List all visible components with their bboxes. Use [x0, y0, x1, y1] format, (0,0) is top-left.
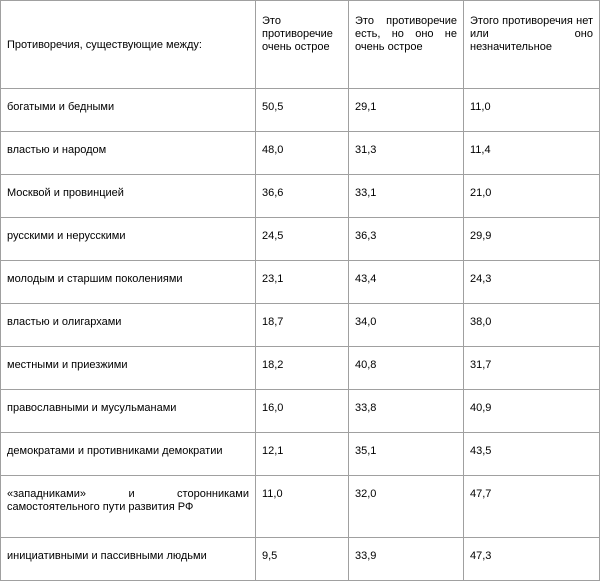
header-not-very-acute: Это противоречие есть, но оно не очень острое: [349, 1, 464, 89]
value-not-very-acute: 33,8: [349, 390, 464, 433]
value-not-very-acute: 35,1: [349, 433, 464, 476]
value-not-very-acute: 43,4: [349, 261, 464, 304]
header-none-or-insignificant: Этого противоречия нет или оно незначительное: [464, 1, 600, 89]
row-label: инициативными и пассивными людьми: [1, 538, 256, 581]
table-row: [1, 476, 600, 538]
value-very-acute: 12,1: [256, 433, 349, 476]
value-very-acute: 50,5: [256, 89, 349, 132]
value-none: 29,9: [464, 218, 600, 261]
value-very-acute: 11,0: [256, 476, 349, 538]
value-very-acute: 36,6: [256, 175, 349, 218]
table-row: [1, 347, 600, 390]
row-label: православными и мусульманами: [1, 390, 256, 433]
value-not-very-acute: 36,3: [349, 218, 464, 261]
row-label: Москвой и провинцией: [1, 175, 256, 218]
value-none: 43,5: [464, 433, 600, 476]
value-none: 31,7: [464, 347, 600, 390]
table-row: [1, 538, 600, 581]
row-label: «западниками» и сторонниками самостоятельного пути развития РФ: [1, 476, 256, 538]
value-very-acute: 18,7: [256, 304, 349, 347]
value-none: 21,0: [464, 175, 600, 218]
row-label: демократами и противниками демократии: [1, 433, 256, 476]
row-label: богатыми и бедными: [1, 89, 256, 132]
value-not-very-acute: 31,3: [349, 132, 464, 175]
row-label: молодым и старшим поколениями: [1, 261, 256, 304]
value-not-very-acute: 33,1: [349, 175, 464, 218]
table-header-row: [1, 1, 600, 89]
header-contradictions: Противоречия, существующие между:: [1, 1, 256, 89]
row-label: властью и народом: [1, 132, 256, 175]
table-row: [1, 175, 600, 218]
table-row: [1, 304, 600, 347]
table-row: [1, 390, 600, 433]
table-row: [1, 218, 600, 261]
value-not-very-acute: 40,8: [349, 347, 464, 390]
value-not-very-acute: 33,9: [349, 538, 464, 581]
value-none: 47,7: [464, 476, 600, 538]
value-very-acute: 48,0: [256, 132, 349, 175]
value-very-acute: 16,0: [256, 390, 349, 433]
value-none: 24,3: [464, 261, 600, 304]
value-very-acute: 23,1: [256, 261, 349, 304]
value-very-acute: 18,2: [256, 347, 349, 390]
value-very-acute: 24,5: [256, 218, 349, 261]
value-none: 47,3: [464, 538, 600, 581]
row-label: русскими и нерусскими: [1, 218, 256, 261]
table-row: [1, 261, 600, 304]
value-none: 11,0: [464, 89, 600, 132]
header-very-acute: Это противоречие очень острое: [256, 1, 349, 89]
value-none: 38,0: [464, 304, 600, 347]
value-none: 40,9: [464, 390, 600, 433]
row-label: местными и приезжими: [1, 347, 256, 390]
value-not-very-acute: 29,1: [349, 89, 464, 132]
table-row: [1, 132, 600, 175]
row-label: властью и олигархами: [1, 304, 256, 347]
table-row: [1, 433, 600, 476]
value-not-very-acute: 32,0: [349, 476, 464, 538]
table-row: [1, 89, 600, 132]
value-very-acute: 9,5: [256, 538, 349, 581]
value-not-very-acute: 34,0: [349, 304, 464, 347]
value-none: 11,4: [464, 132, 600, 175]
